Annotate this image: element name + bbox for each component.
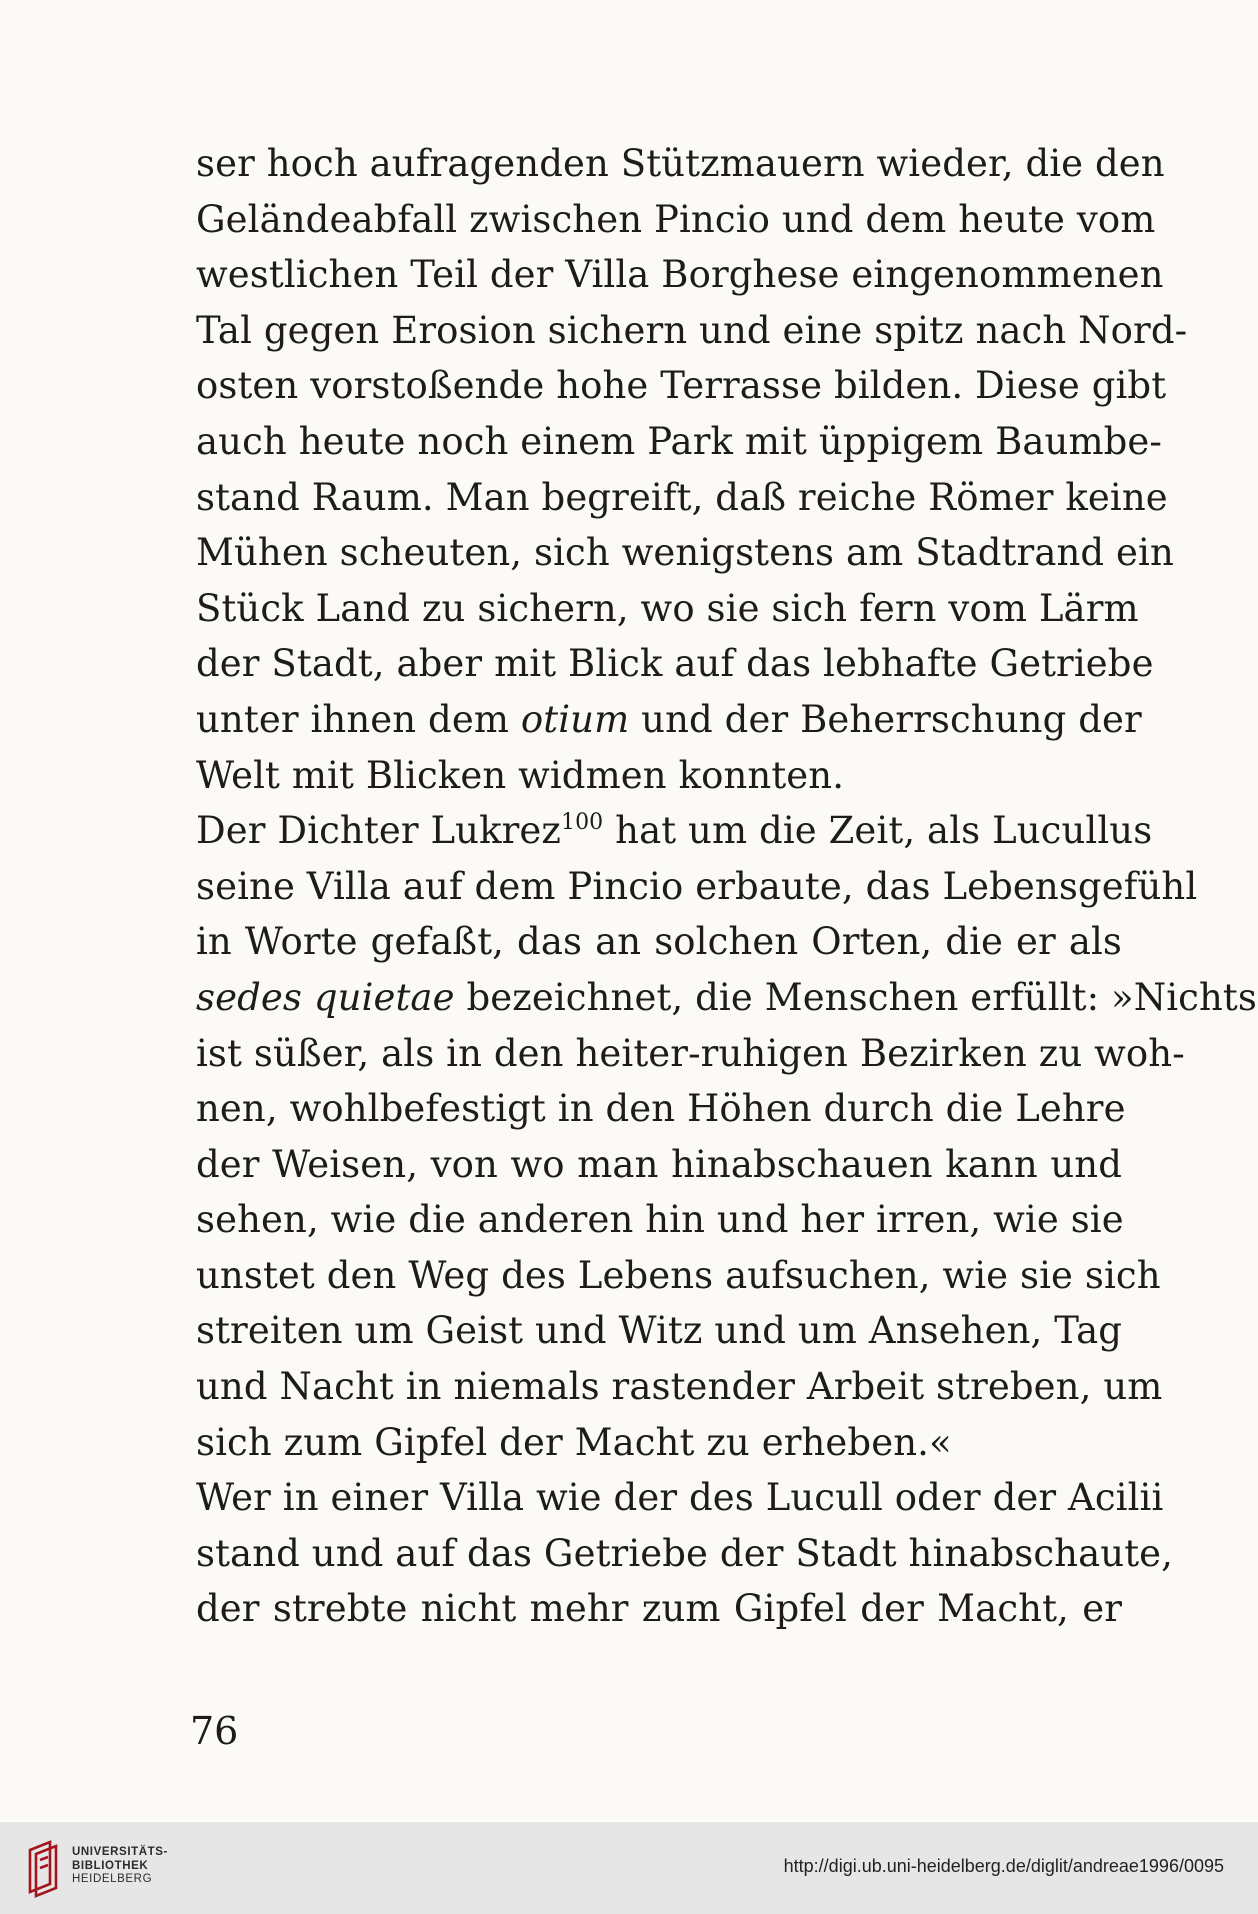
library-name-line: UNIVERSITÄTS- (72, 1846, 168, 1858)
text-segment: Der Dichter Lukrez (196, 809, 561, 853)
text-segment: westlichen Teil der Villa Borghese eingenommenen (196, 253, 1164, 297)
text-line (196, 192, 1156, 248)
library-name-line: BIBLIOTHEK (72, 1859, 149, 1872)
text-line (196, 692, 1142, 748)
text-line (196, 1192, 1122, 1248)
source-url-link[interactable]: http://digi.ub.uni-heidelberg.de/diglit/andreae1996/0095 (783, 1856, 1224, 1876)
text-segment: sehen, wie die anderen hin und her irren, wie sie (196, 1198, 1124, 1242)
text-segment: sich zum Gipfel der Macht zu erheben.« (196, 1420, 952, 1464)
text-line (196, 470, 1168, 526)
text-segment: unter ihnen dem (196, 697, 521, 741)
text-segment: Mühen scheuten, sich wenigstens am Stadtrand ein (196, 531, 1174, 575)
italic-term: otium (520, 697, 630, 741)
page-number: 76 (190, 1709, 239, 1753)
text-line (196, 1303, 1122, 1359)
text-line (196, 636, 1154, 692)
text-segment: osten vorstoßende hohe Terrasse bilden. Diese gibt (196, 364, 1167, 408)
footnote-ref: 100 (560, 810, 604, 836)
text-line (196, 1526, 1174, 1582)
text-segment: der strebte nicht mehr zum Gipfel der Macht, er (196, 1587, 1122, 1631)
text-line (196, 1026, 1185, 1082)
text-line (196, 303, 1188, 359)
body-text (196, 136, 1257, 1637)
library-name-line: HEIDELBERG (72, 1873, 153, 1885)
text-segment: seine Villa auf dem Pincio erbaute, das Lebensgefühl (196, 864, 1198, 908)
text-line (196, 914, 1122, 970)
text-segment: bezeichnet, die Menschen erfüllt: »Nichts (454, 975, 1257, 1019)
text-segment: der Stadt, aber mit Blick auf das lebhafte Getriebe (196, 642, 1154, 686)
text-line (196, 1137, 1122, 1193)
text-line (196, 970, 1257, 1026)
text-line (196, 1581, 1122, 1637)
library-name (72, 1846, 168, 1887)
text-line (196, 1359, 1163, 1415)
text-line (196, 1248, 1161, 1304)
text-segment: streiten um Geist und Witz und um Ansehen, Tag (196, 1309, 1123, 1353)
text-line (196, 358, 1167, 414)
text-line (196, 803, 1153, 859)
text-segment: stand Raum. Man begreift, daß reiche Römer keine (196, 475, 1168, 519)
text-segment: nen, wohlbefestigt in den Höhen durch die Lehre (196, 1087, 1126, 1131)
text-line (196, 748, 1122, 804)
footer-bar (0, 1822, 1258, 1914)
text-segment: Wer in einer Villa wie der des Lucull oder der Acilii (196, 1476, 1164, 1520)
text-segment: der Weisen, von wo man hinabschauen kann und (196, 1142, 1122, 1186)
text-segment: unstet den Weg des Lebens aufsuchen, wie sie sich (196, 1253, 1161, 1297)
text-segment: und der Beherrschung der (629, 697, 1142, 741)
text-segment: Welt mit Blicken widmen konnten. (196, 753, 845, 797)
text-segment: ist süßer, als in den heiter-ruhigen Bezirken zu woh- (196, 1031, 1185, 1075)
italic-term: sedes quietae (196, 975, 455, 1019)
text-line (196, 1081, 1126, 1137)
text-segment: Stück Land zu sichern, wo sie sich fern vom Lärm (196, 586, 1139, 630)
text-line (196, 581, 1139, 637)
text-segment: in Worte gefaßt, das an solchen Orten, die er als (196, 920, 1122, 964)
text-segment: Geländeabfall zwischen Pincio und dem heute vom (196, 197, 1156, 241)
text-line (196, 414, 1163, 470)
text-segment: auch heute noch einem Park mit üppigem Baumbe- (196, 419, 1163, 463)
text-line (196, 247, 1164, 303)
text-segment: Tal gegen Erosion sichern und eine spitz nach Nord- (196, 308, 1188, 352)
text-line (196, 859, 1198, 915)
text-line (196, 136, 1165, 192)
text-segment: und Nacht in niemals rastender Arbeit streben, um (196, 1365, 1163, 1409)
text-line (196, 525, 1174, 581)
text-segment: hat um die Zeit, als Lucullus (603, 809, 1153, 853)
text-segment: stand und auf das Getriebe der Stadt hinabschaute, (196, 1531, 1174, 1575)
text-segment: ser hoch aufragenden Stützmauern wieder, die den (196, 142, 1165, 185)
text-line (196, 1415, 1122, 1471)
text-line (196, 1470, 1164, 1526)
